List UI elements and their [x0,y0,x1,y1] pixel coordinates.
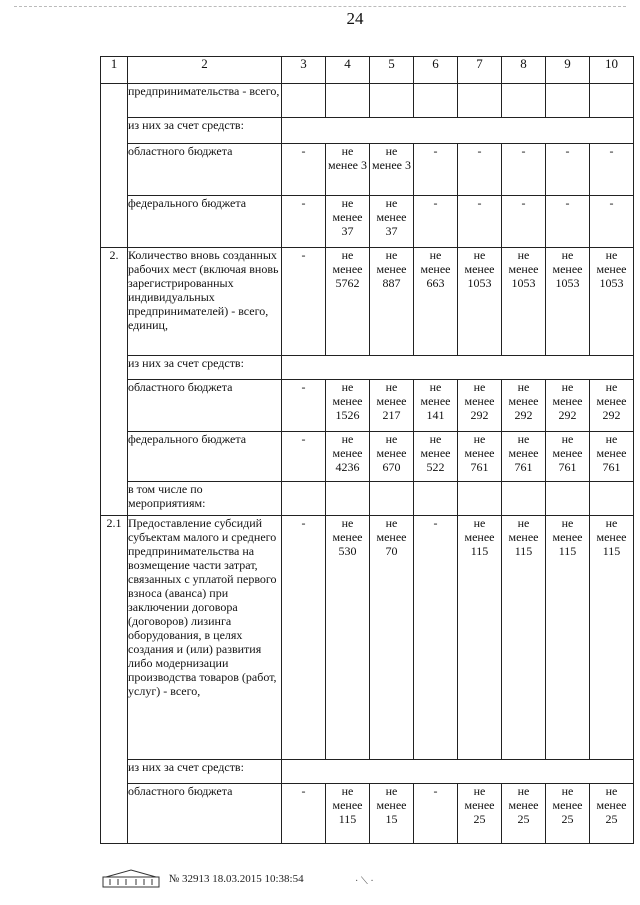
row-label: в том числе по мероприятиям: [128,482,282,516]
table-cell: - [282,516,326,760]
table-cell: не менее 37 [370,196,414,248]
table-cell: не менее 115 [590,516,634,760]
table-cell: не менее 292 [546,380,590,432]
table-cell: - [282,380,326,432]
row-number [101,84,128,248]
table-cell: не менее 292 [590,380,634,432]
row-label: областного бюджета [128,784,282,844]
table-cell: - [590,144,634,196]
row-label: Количество вновь созданных рабочих мест (включая вновь зарегистрированных индивидуальных предпринимателей) - всего, единиц, [128,248,282,356]
table-cell: не менее 292 [458,380,502,432]
table-cell: не менее 1526 [326,380,370,432]
header-cell: 10 [590,57,634,84]
table-cell: - [590,196,634,248]
table-cell: - [414,516,458,760]
registry-stamp-icon [102,868,160,891]
table-cell: не менее 670 [370,432,414,482]
header-cell: 1 [101,57,128,84]
table-row [101,356,634,380]
table-cell: - [502,196,546,248]
table-cell: - [458,144,502,196]
table-cell: не менее 292 [502,380,546,432]
row-label: из них за счет средств: [128,356,282,380]
row-label: федерального бюджета [128,432,282,482]
table-cell: не менее 115 [458,516,502,760]
table-cell: не менее 25 [502,784,546,844]
table-cell: - [282,432,326,482]
row-label: из них за счет средств: [128,760,282,784]
document-timestamp: 18.03.2015 10:38:54 [212,873,304,886]
table-cell: не менее 217 [370,380,414,432]
table-cell: - [414,144,458,196]
table-cell: не менее 15 [370,784,414,844]
table-cell: не менее 761 [590,432,634,482]
document-number: № 32913 [168,873,210,886]
table-cell: не менее 3 [370,144,414,196]
table-cell: не менее 761 [502,432,546,482]
row-label: федерального бюджета [128,196,282,248]
table-cell: - [458,196,502,248]
table-cell: не менее 25 [590,784,634,844]
table-cell: - [282,196,326,248]
table-row [101,118,634,144]
header-cell: 7 [458,57,502,84]
table-cell: - [414,784,458,844]
table-cell: не менее 530 [326,516,370,760]
header-cell: 9 [546,57,590,84]
page-number: 24 [346,9,364,28]
row-label: предпринимательства - всего, [128,84,282,118]
row-number: 2.1 [101,516,128,844]
table-cell: не менее 1053 [590,248,634,356]
header-cell: 4 [326,57,370,84]
table-row [101,196,634,248]
table-row [101,760,634,784]
row-label: из них за счет средств: [128,118,282,144]
table-cell: - [282,144,326,196]
table-cell: - [546,144,590,196]
table-row [101,516,634,760]
row-label: областного бюджета [128,380,282,432]
header-cell: 2 [128,57,282,84]
table-cell: не менее 1053 [546,248,590,356]
table-cell: - [282,784,326,844]
table-cell: - [414,196,458,248]
table-cell: не менее 115 [546,516,590,760]
table-cell: не менее 761 [458,432,502,482]
table-row [101,482,634,516]
table-cell: не менее 3 [326,144,370,196]
table-cell: не менее 4236 [326,432,370,482]
table-cell: - [502,144,546,196]
table-cell: не менее 1053 [458,248,502,356]
table-row [101,432,634,482]
top-border [14,6,626,7]
table-cell: не менее 141 [414,380,458,432]
table-cell: не менее 887 [370,248,414,356]
table-cell: не менее 25 [458,784,502,844]
row-label: Предоставление субсидий субъектам малого и среднего предпринимательства на возмещение части затрат, связанных с уплатой первого взноса (аванса) при заключении договора (договоров) лизинга оборудования, в целях создания и (или) развития либо модернизации производства товаров (работ, услуг) - всего, [128,516,282,760]
data-table [100,56,634,844]
row-number: 2. [101,248,128,516]
table-cell: - [546,196,590,248]
table-cell: не менее 1053 [502,248,546,356]
table-row [101,784,634,844]
header-cell: 6 [414,57,458,84]
table-row [101,144,634,196]
footer [102,868,304,891]
table-cell: - [282,248,326,356]
table-cell: не менее 70 [370,516,414,760]
scan-marks: · ⟍ · [355,876,374,887]
table-cell: не менее 663 [414,248,458,356]
table-row [101,84,634,118]
header-cell: 8 [502,57,546,84]
table-cell: не менее 522 [414,432,458,482]
table-cell: не менее 25 [546,784,590,844]
table-row [101,248,634,356]
table-cell: не менее 115 [502,516,546,760]
row-label: областного бюджета [128,144,282,196]
table-cell: не менее 37 [326,196,370,248]
header-cell: 5 [370,57,414,84]
table-row [101,380,634,432]
header-row [101,57,634,84]
table-cell: не менее 115 [326,784,370,844]
header-cell: 3 [282,57,326,84]
table-cell: не менее 5762 [326,248,370,356]
table-cell: не менее 761 [546,432,590,482]
